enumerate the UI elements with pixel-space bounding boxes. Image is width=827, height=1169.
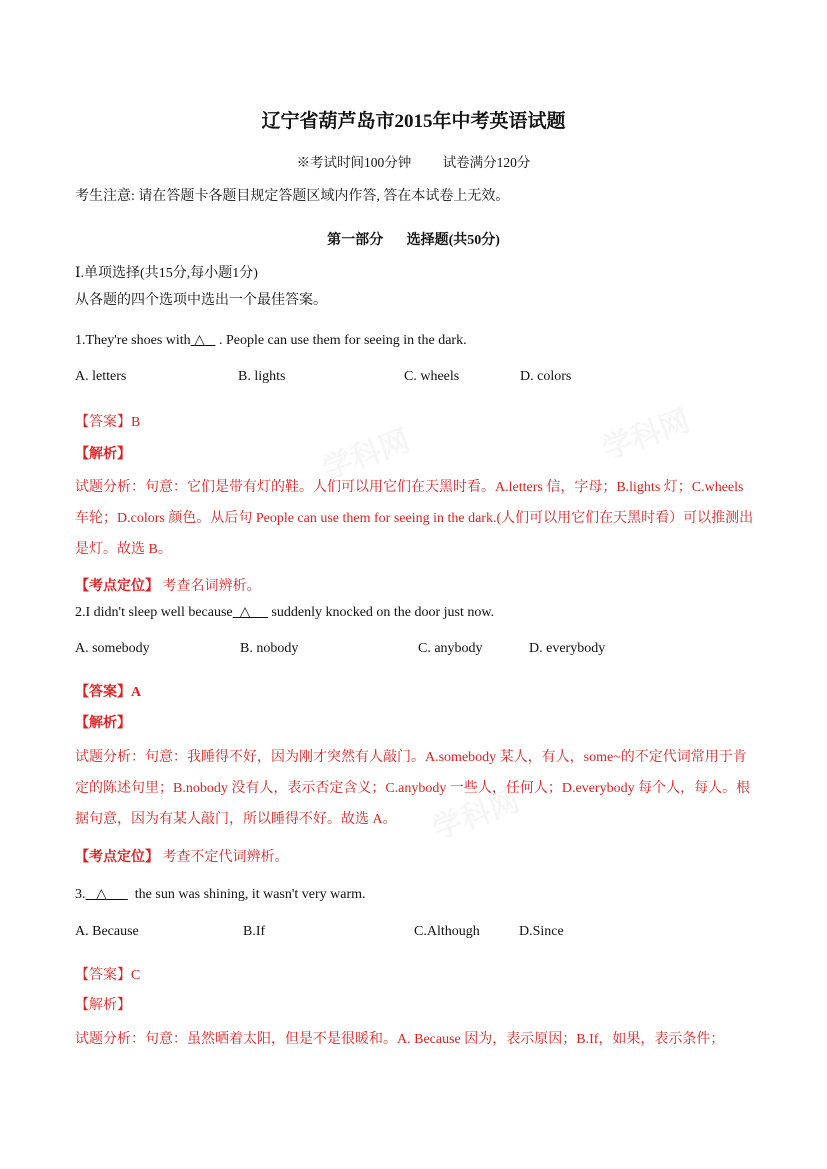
stem-text: 1.They're shoes with <box>75 333 191 348</box>
stem-text: 3. <box>75 887 86 902</box>
option-b: B. nobody <box>240 641 299 656</box>
page-title: 辽宁省葫芦岛市2015年中考英语试题 <box>261 111 566 132</box>
option-b: B. lights <box>238 369 286 384</box>
stem-text: 2.I didn't sleep well because <box>75 605 233 620</box>
watermark: 学科网 <box>427 783 525 848</box>
section-part: 第一部分 <box>327 233 384 248</box>
question-2-stem <box>75 604 494 622</box>
knowledge-point: 【考点定位】 考查不定代词辨析。 <box>75 850 289 865</box>
knowledge-point: 【考点定位】 考查名词辨析。 <box>75 579 261 594</box>
option-c: C. anybody <box>418 641 483 656</box>
option-d: D. colors <box>520 369 572 384</box>
stem-text: suddenly knocked on the door just now. <box>271 605 495 620</box>
section-name: 选择题(共50分) <box>406 233 500 248</box>
exam-score: 试卷满分120分 <box>442 155 531 170</box>
watermark: 学科网 <box>317 423 415 488</box>
exam-info <box>0 151 827 171</box>
question-1-stem <box>75 332 467 350</box>
analysis-text: 试题分析：句意：我睡得不好，因为刚才突然有人敲门。A.somebody 某人，有人，some~的不定代词常用于肯定的陈述句里；B.nobody 没有人，表示否定含义；C.anybody 一些人，任何人；D.everybody 每个人，每人。根据句意，因为有某人敲门，所以睡得不好。故选 A。 <box>75 750 751 827</box>
answer-blank: △ <box>194 333 205 348</box>
subsection-title: Ⅰ.单项选择(共15分,每小题1分) <box>75 266 258 281</box>
section-heading <box>0 229 827 249</box>
analysis-label: 【解析】 <box>75 716 131 731</box>
answer-label: 【答案】B <box>75 415 141 430</box>
exam-time: ※考试时间100分钟 <box>296 155 412 170</box>
answer-blank: △ <box>239 605 251 620</box>
option-d: D. everybody <box>529 641 606 656</box>
option-a: A. letters <box>75 369 127 384</box>
option-a: A. Because <box>75 924 139 939</box>
stem-text: the sun was shining, it wasn't very warm. <box>134 887 366 902</box>
analysis-text: 试题分析：句意：虽然晒着太阳，但是不是很暖和。A. Because 因为，表示原因；B.If，如果，表示条件； <box>75 1032 725 1047</box>
answer-label: 【答案】A <box>75 685 142 700</box>
exam-notice: 考生注意: 请在答题卡各题目规定答题区域内作答, 答在本试卷上无效。 <box>75 189 510 204</box>
analysis-label: 【解析】 <box>75 447 131 462</box>
watermark: 学科网 <box>597 403 695 468</box>
answer-label: 【答案】C <box>75 968 141 983</box>
question-3-stem <box>75 886 366 904</box>
option-a: A. somebody <box>75 641 150 656</box>
option-b: B.If <box>243 924 266 939</box>
option-d: D.Since <box>519 924 564 939</box>
answer-blank: △ <box>96 887 107 902</box>
option-c: C. wheels <box>404 369 460 384</box>
subsection-instruction: 从各题的四个选项中选出一个最佳答案。 <box>75 293 327 308</box>
stem-text: . People can use them for seeing in the dark. <box>218 333 467 348</box>
analysis-label: 【解析】 <box>75 998 131 1013</box>
analysis-text: 试题分析：句意：它们是带有灯的鞋。人们可以用它们在天黑时看。A.letters 信，字母；B.lights 灯；C.wheels 车轮；D.colors 颜色。从后句 People can use them for seeing in the dark.(人们可以用它们在天黑时看）可以推测出是灯。故选 B。 <box>75 480 754 557</box>
option-c: C.Although <box>414 924 480 939</box>
